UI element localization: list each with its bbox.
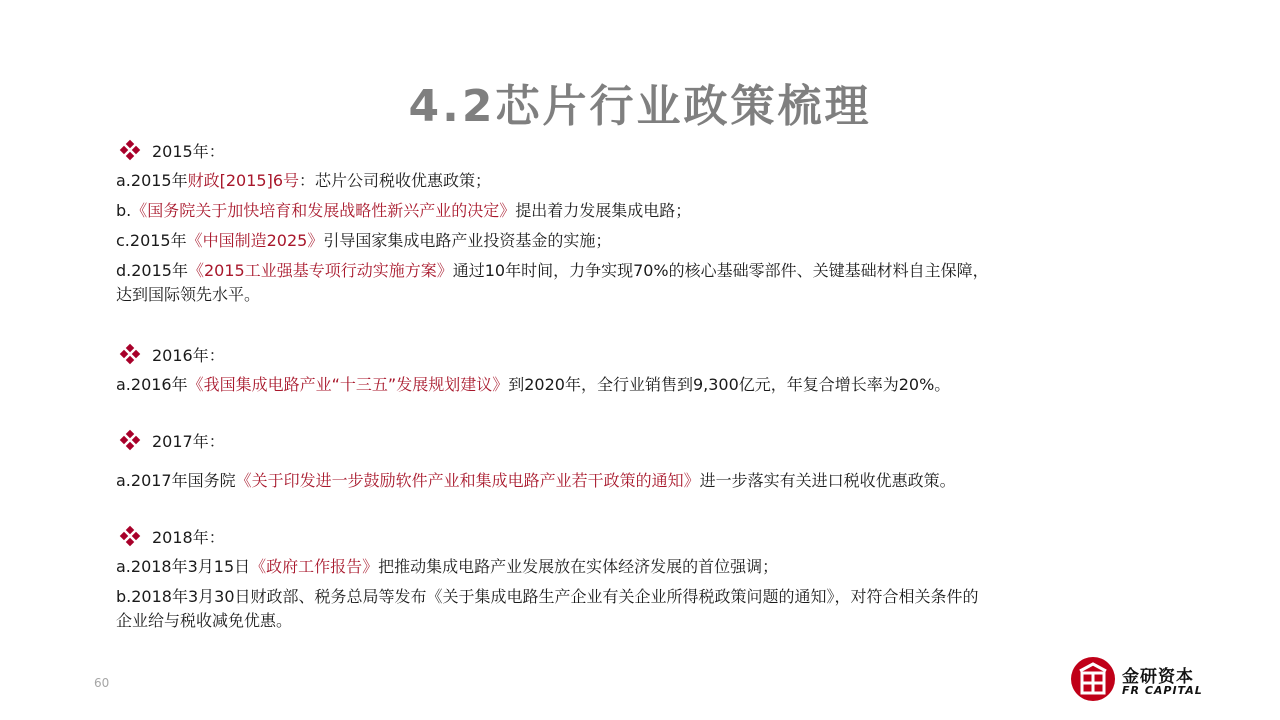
diamond-bullet-icon [119,429,141,451]
list-item: a.2016年《我国集成电路产业“十三五”发展规划建议》到2020年，全行业销售到9,300亿元，年复合增长率为20%。 [116,375,951,394]
section-2018-header [116,523,1236,549]
section-2015-header [116,137,1236,163]
list-item: b.2018年3月30日财政部、税务总局等发布《关于集成电路生产企业有关企业所得税政策问题的通知》，对符合相关条件的 企业给与税收减免优惠。 [116,587,979,630]
fr-capital-logo-icon [1071,657,1115,701]
section-year-label: 2015年： [152,141,225,161]
list-item: a.2018年3月15日《政府工作报告》把推动集成电路产业发展放在实体经济发展的首位强调； [116,557,779,576]
page-title: 4.2芯片行业政策梳理 [408,81,872,132]
section-year-label: 2017年： [152,431,225,451]
logo-name-cn: 金研资本 [1122,667,1194,687]
company-logo [1071,657,1211,703]
section-year-label: 2018年： [152,527,225,547]
list-item: a.2017年国务院《关于印发进一步鼓励软件产业和集成电路产业若干政策的通知》进一步落实有关进口税收优惠政策。 [116,471,956,490]
section-2017-header [116,427,1236,453]
diamond-bullet-icon [119,525,141,547]
list-item: b.《国务院关于加快培育和发展战略性新兴产业的决定》提出着力发展集成电路； [116,201,692,220]
diamond-bullet-icon [119,343,141,365]
logo-name-en: FR CAPITAL [1122,684,1203,697]
list-item: d.2015年《2015工业强基专项行动实施方案》通过10年时间，力争实现70%的核心基础零部件、关键基础材料自主保障， 达到国际领先水平。 [116,261,989,304]
section-year-label: 2016年： [152,345,225,365]
diamond-bullet-icon [119,139,141,161]
content-area [116,137,1236,633]
list-item: c.2015年《中国制造2025》引导国家集成电路产业投资基金的实施； [116,231,612,250]
list-item: a.2015年财政[2015]6号：芯片公司税收优惠政策； [116,171,492,190]
page-number: 60 [94,676,110,690]
section-2016-header [116,341,1236,367]
